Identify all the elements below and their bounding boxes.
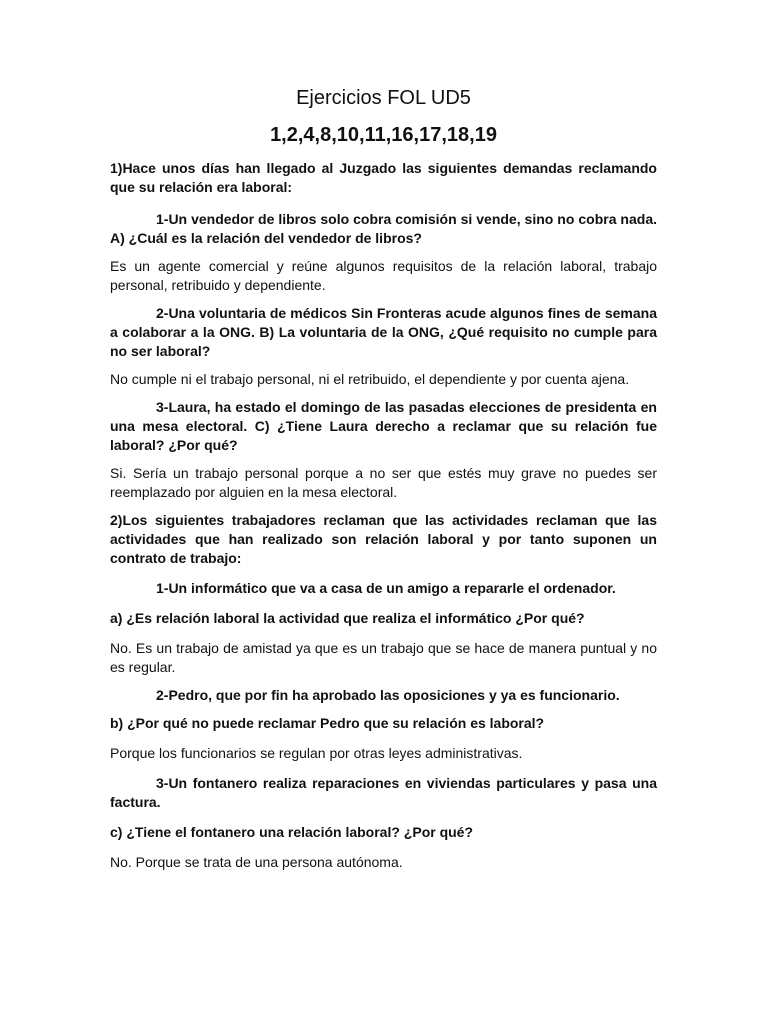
document-title: Ejercicios FOL UD5 [296, 87, 471, 109]
answer-2-c: No. Porque se trata de una persona autónoma. [110, 854, 403, 870]
question-2-intro: 2)Los siguientes trabajadores reclaman que las actividades reclaman que las actividades que han realizado son relación laboral y por tanto suponen un contrato de trabajo: [110, 512, 657, 566]
document-page [110, 86, 657, 872]
question-2-case-2: 2-Pedro, que por fin ha aprobado las oposiciones y ya es funcionario. [156, 687, 620, 703]
answer-2-a: No. Es un trabajo de amistad ya que es un trabajo que se hace de manera puntual y no es regular. [110, 640, 657, 675]
question-1-case-3: 3-Laura, ha estado el domingo de las pasadas elecciones de presidenta en una mesa electoral. C) ¿Tiene Laura derecho a reclamar que su relación fue laboral? ¿Por qué? [110, 399, 657, 453]
answer-1-case-2: No cumple ni el trabajo personal, ni el retribuido, el dependiente y por cuenta ajena. [110, 371, 630, 387]
question-1-intro: 1)Hace unos días han llegado al Juzgado las siguientes demandas reclamando que su relación era laboral: [110, 160, 657, 195]
answer-2-b: Porque los funcionarios se regulan por otras leyes administrativas. [110, 745, 523, 761]
question-2-c: c) ¿Tiene el fontanero una relación laboral? ¿Por qué? [110, 824, 474, 840]
answer-1-case-3: Si. Sería un trabajo personal porque a no ser que estés muy grave no puedes ser reemplazado por alguien en la mesa electoral. [110, 465, 657, 500]
question-2-case-1: 1-Un informático que va a casa de un amigo a repararle el ordenador. [156, 580, 616, 596]
answer-1-case-1: Es un agente comercial y reúne algunos requisitos de la relación laboral, trabajo personal, retribuido y dependiente. [110, 258, 657, 293]
question-1-case-1: 1-Un vendedor de libros solo cobra comisión si vende, sino no cobra nada. A) ¿Cuál es la relación del vendedor de libros? [110, 211, 657, 246]
exercise-list: 1,2,4,8,10,11,16,17,18,19 [270, 124, 497, 146]
question-1-case-2: 2-Una voluntaria de médicos Sin Fronteras acude algunos fines de semana a colaborar a la ONG. B) La voluntaria de la ONG, ¿Qué requisito no cumple para no ser laboral? [110, 305, 657, 359]
question-2-a: a) ¿Es relación laboral la actividad que realiza el informático ¿Por qué? [110, 610, 585, 626]
question-2-b: b) ¿Por qué no puede reclamar Pedro que su relación es laboral? [110, 715, 545, 731]
question-2-case-3: 3-Un fontanero realiza reparaciones en viviendas particulares y pasa una factura. [110, 775, 657, 810]
